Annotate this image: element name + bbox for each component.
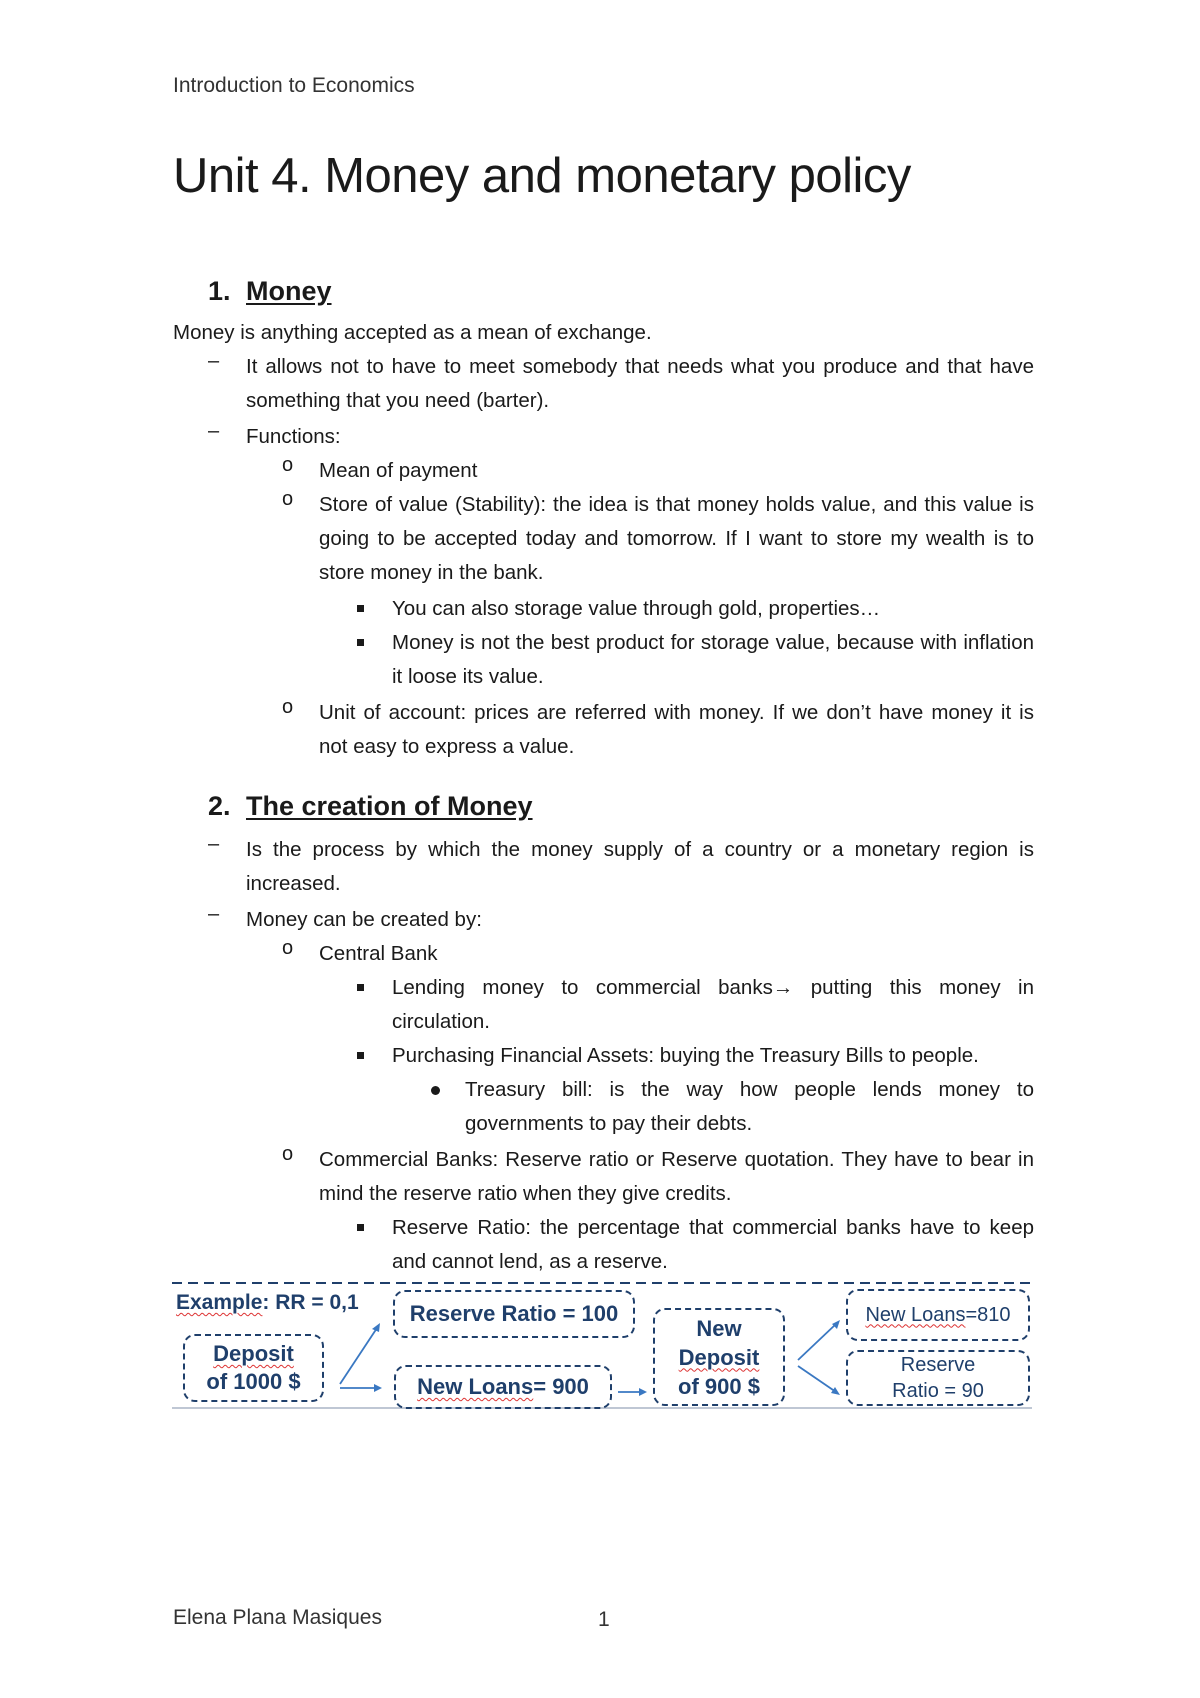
loans-value: = 900 bbox=[533, 1374, 589, 1399]
new-deposit-box bbox=[653, 1308, 785, 1406]
loans-value: =810 bbox=[965, 1303, 1011, 1326]
list-item: Commercial Banks: Reserve ratio or Reserve quotation. They have to bear in mind the reserve ratio when they give credits. bbox=[319, 1148, 1034, 1205]
square-bullet bbox=[357, 1224, 364, 1231]
list-item: Treasury bill: is the way how people lends money to governments to pay their debts. bbox=[465, 1078, 1034, 1135]
square-bullet bbox=[357, 1052, 364, 1059]
loans-word: New Loans bbox=[417, 1374, 534, 1399]
footer-author: Elena Plana Masiques bbox=[173, 1606, 382, 1629]
example-label bbox=[176, 1291, 359, 1315]
section-title: The creation of Money bbox=[246, 791, 533, 821]
reserve-ratio-diagram bbox=[172, 1280, 1032, 1412]
dash-bullet: – bbox=[208, 350, 220, 372]
section-heading-creation bbox=[208, 791, 533, 822]
page-number: 1 bbox=[598, 1608, 610, 1631]
list-item: Central Bank bbox=[319, 942, 438, 965]
new-deposit-line-3: of 900 $ bbox=[678, 1373, 760, 1399]
example-value: : RR = 0,1 bbox=[262, 1291, 359, 1314]
list-item: Store of value (Stability): the idea is that money holds value, and this value is going to be accepted today and tomorrow. If I want to store my wealth is to store money in the bank. bbox=[319, 493, 1034, 584]
reserve-line-2: Ratio = 90 bbox=[892, 1380, 984, 1402]
list-item: Mean of payment bbox=[319, 459, 478, 482]
new-deposit-line-2: Deposit bbox=[678, 1344, 760, 1370]
square-bullet bbox=[357, 639, 364, 646]
circle-bullet: o bbox=[282, 454, 294, 476]
deposit-box bbox=[183, 1334, 324, 1402]
paragraph: Money is anything accepted as a mean of exchange. bbox=[173, 321, 652, 344]
new-loans-box bbox=[394, 1365, 612, 1409]
page-header: Introduction to Economics bbox=[173, 74, 415, 97]
list-item: Lending money to commercial banks→ putting this money in circulation. bbox=[392, 976, 1034, 1033]
list-item: Functions: bbox=[246, 425, 341, 448]
loans-word: New Loans bbox=[865, 1303, 966, 1326]
list-item: Reserve Ratio: the percentage that commercial banks have to keep and cannot lend, as a reserve. bbox=[392, 1216, 1034, 1273]
new-deposit-line-1: New bbox=[696, 1315, 742, 1341]
section-number: 2. bbox=[208, 791, 231, 821]
reserve-line-1: Reserve bbox=[900, 1354, 976, 1376]
list-item: Money is not the best product for storage value, because with inflation it loose its value. bbox=[392, 631, 1034, 688]
square-bullet bbox=[357, 605, 364, 612]
list-item: Unit of account: prices are referred with money. If we don’t have money it is not easy to express a value. bbox=[319, 701, 1034, 758]
arrow-icon bbox=[340, 1328, 377, 1384]
square-bullet bbox=[357, 984, 364, 991]
reserve-ratio-box: Reserve Ratio = 100 bbox=[393, 1290, 635, 1338]
round-bullet bbox=[431, 1086, 440, 1095]
arrow-icon bbox=[798, 1366, 836, 1392]
reserve-ratio-90-box bbox=[846, 1350, 1030, 1406]
list-item: Purchasing Financial Assets: buying the Treasury Bills to people. bbox=[392, 1044, 979, 1067]
dash-bullet: – bbox=[208, 420, 220, 442]
section-title: Money bbox=[246, 276, 332, 306]
circle-bullet: o bbox=[282, 488, 294, 510]
example-word: Example bbox=[176, 1291, 263, 1314]
list-item: It allows not to have to meet somebody that needs what you produce and that have something that you need (barter). bbox=[246, 355, 1034, 412]
circle-bullet: o bbox=[282, 696, 294, 718]
circle-bullet: o bbox=[282, 1143, 294, 1165]
section-number: 1. bbox=[208, 276, 231, 306]
list-item: Money can be created by: bbox=[246, 908, 482, 931]
list-item: You can also storage value through gold, properties… bbox=[392, 597, 881, 620]
new-loans-810-box bbox=[846, 1289, 1030, 1341]
arrow-icon bbox=[798, 1324, 836, 1360]
list-item: Is the process by which the money supply of a country or a monetary region is increased. bbox=[246, 838, 1034, 895]
dash-bullet: – bbox=[208, 833, 220, 855]
deposit-line-2: of 1000 $ bbox=[206, 1369, 301, 1394]
deposit-line-1: Deposit bbox=[213, 1341, 294, 1366]
circle-bullet: o bbox=[282, 937, 294, 959]
section-heading-money bbox=[208, 276, 332, 307]
page-title: Unit 4. Money and monetary policy bbox=[173, 149, 911, 203]
dash-bullet: – bbox=[208, 903, 220, 925]
